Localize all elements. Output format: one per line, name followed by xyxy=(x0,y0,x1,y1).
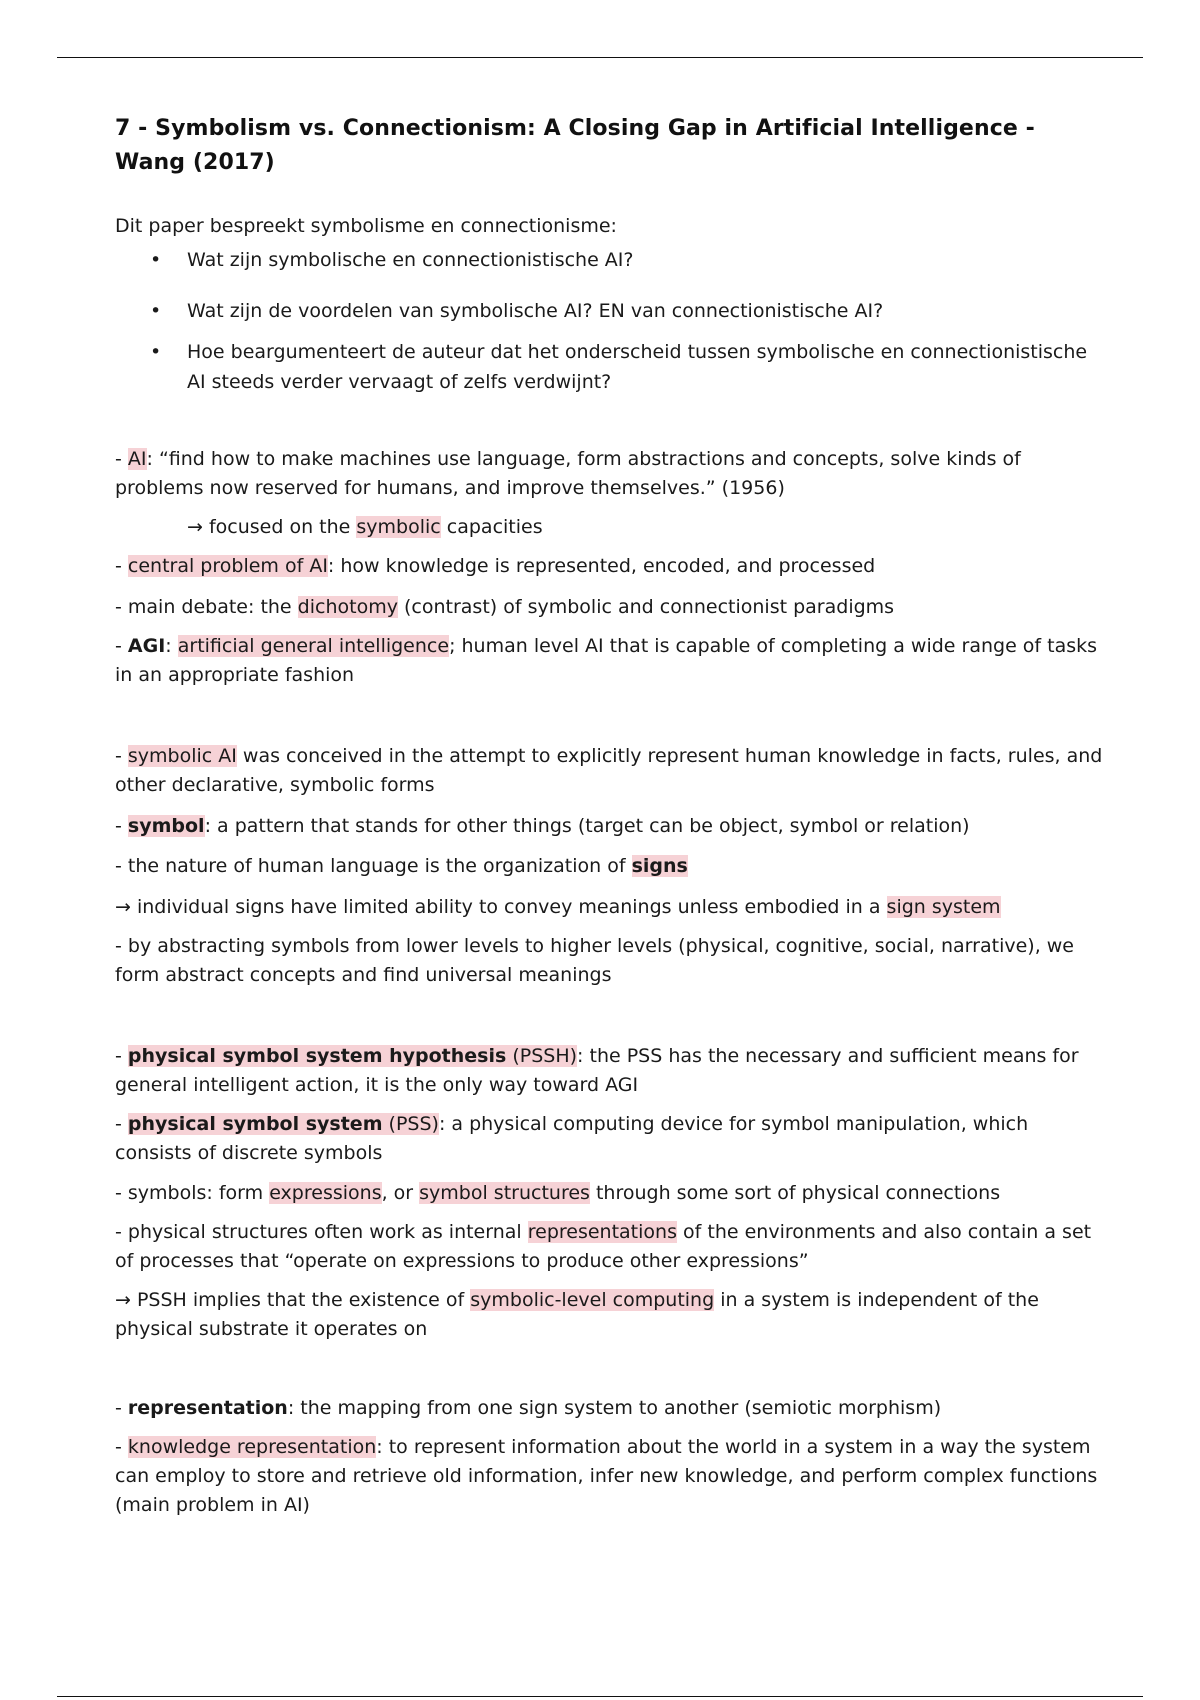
question-item: • Hoe beargumenteert de auteur dat het onderscheid tussen symbolische en connectionistische AI steeds verder vervaagt of zelfs verdwijnt? xyxy=(115,337,1105,397)
highlight-symbolic-ai: symbolic AI xyxy=(127,745,237,767)
agi-text: ; human level AI that is capable of completing a wide range of tasks in an appropriate fashion xyxy=(115,635,1098,686)
question-list xyxy=(115,245,1105,397)
highlight-central-problem: central problem of AI xyxy=(127,555,328,577)
implies-prefix: → PSSH implies that the existence of xyxy=(115,1289,471,1311)
signs-prefix: → individual signs have limited ability to convey meanings unless embodied in a xyxy=(115,896,887,918)
highlight-representations: representations xyxy=(527,1221,677,1243)
page-content xyxy=(115,112,1105,1520)
abstracting-note: - by abstracting symbols from lower levels to higher levels (physical, cognitive, social, narrative), we form abstract concepts and find universal meanings xyxy=(115,935,1074,986)
symbols-prefix: - symbols: form xyxy=(115,1182,270,1204)
pssh-text: : the PSS has the necessary and sufficient means for general intelligent action, it is the only way toward AGI xyxy=(115,1045,1079,1096)
structures-text: of the environments and also contain a set of processes that “operate on expressions to produce other expressions” xyxy=(115,1221,1092,1272)
symbols-note xyxy=(115,1179,1105,1208)
abbr-pss: (PSS) xyxy=(382,1113,439,1135)
pss-text: : a physical computing device for symbol manipulation, which consists of discrete symbols xyxy=(115,1113,1029,1164)
representation-definition xyxy=(115,1394,1105,1423)
question-item: • Wat zijn de voordelen van symbolische AI? EN van connectionistische AI? xyxy=(115,296,1105,326)
highlight-dichotomy: dichotomy xyxy=(297,596,398,618)
prefix: - xyxy=(115,555,128,577)
symbol-definition xyxy=(115,812,1105,841)
question-item: • Wat zijn symbolische en connectionistische AI? xyxy=(115,245,1105,275)
pssh-implication xyxy=(115,1286,1105,1344)
implies-text: in a system is independent of the physical substrate it operates on xyxy=(115,1289,1039,1340)
highlight-knowledge-representation: knowledge representation xyxy=(127,1436,377,1458)
symbolic-ai-text: was conceived in the attempt to explicitly represent human knowledge in facts, rules, and other declarative, symbolic forms xyxy=(115,745,1103,796)
prefix: - xyxy=(115,635,128,657)
symbolic-ai-definition xyxy=(115,742,1105,800)
sign-system-note xyxy=(115,893,1105,922)
structures-note xyxy=(115,1218,1105,1276)
highlight-sign-system: sign system xyxy=(886,896,1001,918)
highlight-symbol-structures: symbol structures xyxy=(419,1182,590,1204)
top-rule xyxy=(57,57,1143,58)
ai-definition-text: : “find how to make machines use language, form abstractions and concepts, solve kinds of problems now reserved for humans, and improve themselves.” (1956) xyxy=(115,448,1021,499)
prefix: - xyxy=(115,1436,128,1458)
language-nature xyxy=(115,852,1105,881)
ai-definition xyxy=(115,445,1105,503)
pssh-definition xyxy=(115,1042,1105,1100)
symbols-text: through some sort of physical connections xyxy=(589,1182,1001,1204)
symbols-mid: , or xyxy=(381,1182,420,1204)
central-problem-text: : how knowledge is represented, encoded, and processed xyxy=(327,555,876,577)
highlight-symbolic: symbolic xyxy=(356,516,441,538)
focus-suffix: capacities xyxy=(440,516,543,538)
term-pssh: physical symbol system hypothesis xyxy=(127,1045,507,1067)
prefix: - xyxy=(115,1045,128,1067)
prefix: - xyxy=(115,815,128,837)
colon: : xyxy=(165,635,178,657)
debate-text: (contrast) of symbolic and connectionist paradigms xyxy=(397,596,895,618)
term-symbol: symbol xyxy=(127,815,205,837)
central-problem xyxy=(115,552,1105,581)
pss-definition xyxy=(115,1110,1105,1168)
term-signs: signs xyxy=(631,855,688,877)
symbol-text: : a pattern that stands for other things (target can be object, symbol or relation) xyxy=(204,815,970,837)
nature-prefix: - the nature of human language is the organization of xyxy=(115,855,632,877)
agi-definition xyxy=(115,632,1105,690)
bottom-rule xyxy=(57,1696,1143,1697)
highlight-expressions: expressions xyxy=(269,1182,382,1204)
page-title: 7 - Symbolism vs. Connectionism: A Closing Gap in Artificial Intelligence - Wang (2017) xyxy=(115,116,1035,175)
term-pss: physical symbol system xyxy=(127,1113,383,1135)
focus-prefix: → focused on the xyxy=(187,516,357,538)
abbr-pssh: (PSSH) xyxy=(506,1045,578,1067)
knowledge-representation-definition xyxy=(115,1433,1105,1520)
term-representation: representation xyxy=(127,1397,288,1419)
prefix: - xyxy=(115,1397,128,1419)
debate-prefix: - main debate: the xyxy=(115,596,298,618)
main-debate xyxy=(115,593,1105,622)
representation-text: : the mapping from one sign system to another (semiotic morphism) xyxy=(287,1397,942,1419)
prefix: - xyxy=(115,745,128,767)
focus-note xyxy=(115,513,1105,542)
structures-prefix: - physical structures often work as internal xyxy=(115,1221,528,1243)
highlight-agi-full: artificial general intelligence xyxy=(177,635,450,657)
prefix: - xyxy=(115,1113,128,1135)
knowledge-representation-text: : to represent information about the world in a system in a way the system can employ to store and retrieve old information, infer new knowledge, and perform complex functions (main problem in AI) xyxy=(115,1436,1098,1516)
highlight-ai: AI xyxy=(127,448,147,470)
highlight-symbolic-level-computing: symbolic-level computing xyxy=(470,1289,715,1311)
term-agi: AGI xyxy=(127,635,166,657)
prefix: - xyxy=(115,448,128,470)
intro-text: Dit paper bespreekt symbolisme en connectionisme: xyxy=(115,215,617,237)
